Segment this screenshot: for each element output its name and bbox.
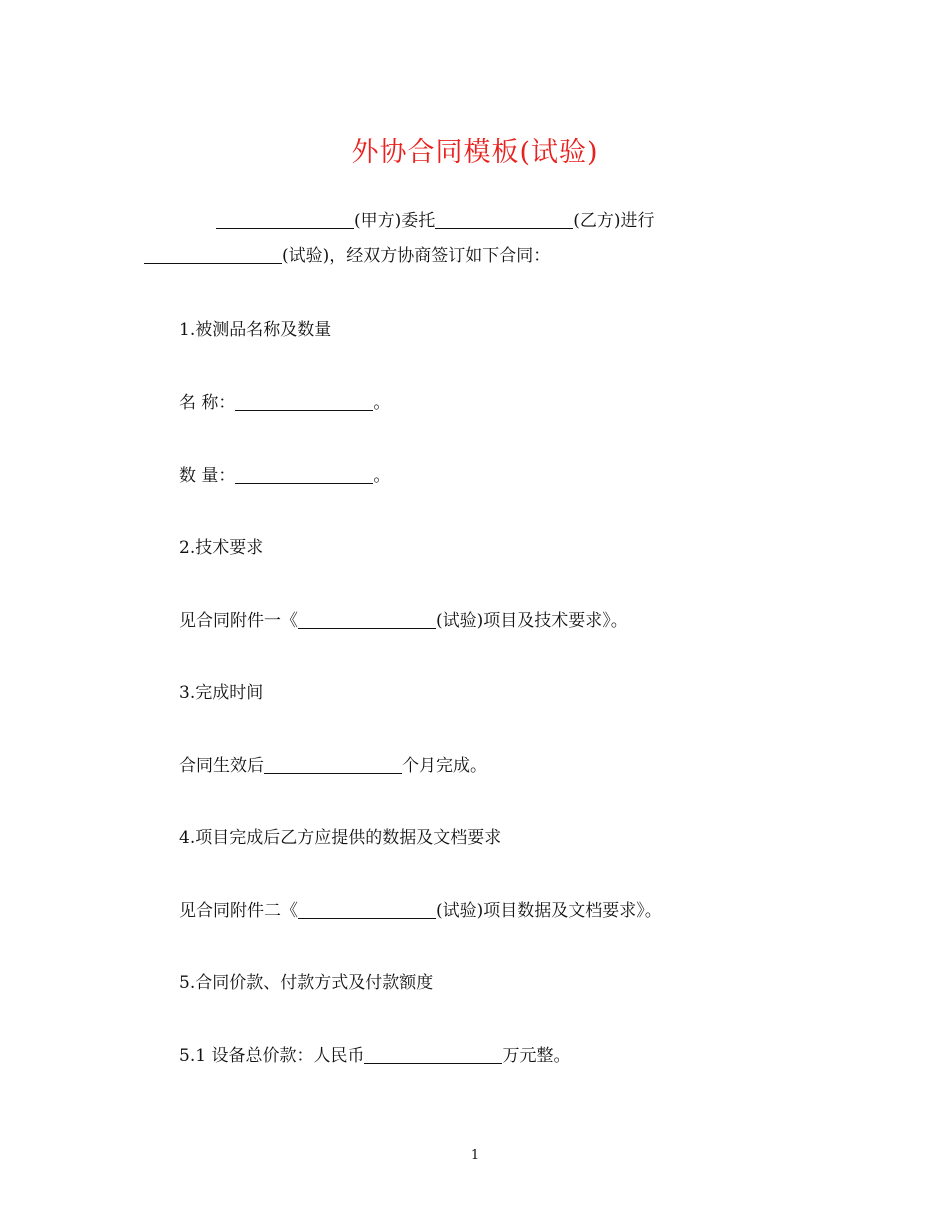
quantity-field (179, 465, 390, 487)
name-blank (235, 392, 373, 411)
completion-pre: 合同生效后 (179, 756, 264, 776)
attachment-1-blank (298, 610, 436, 629)
test-item-blank (144, 245, 282, 264)
quantity-label: 数 量： (179, 466, 236, 486)
intro-line-2 (144, 245, 550, 267)
document-title: 外协合同模板(试验) (351, 137, 599, 168)
section-1-heading: 1.被测品名称及数量 (179, 320, 332, 340)
price-blank (364, 1045, 502, 1064)
intro-party-b-text: (乙方)进行 (573, 211, 655, 231)
section-5-heading: 5.合同价款、付款方式及付款额度 (179, 973, 434, 993)
attachment-2-text (179, 900, 662, 922)
party-a-blank (216, 210, 354, 229)
total-price-text (179, 1045, 570, 1067)
section-2-heading: 2.技术要求 (179, 538, 264, 558)
name-field (179, 392, 390, 414)
attachment-1-pre: 见合同附件一《 (179, 611, 298, 631)
total-price-pre: 5.1 设备总价款：人民币 (179, 1046, 365, 1066)
attachment-2-pre: 见合同附件二《 (179, 901, 298, 921)
total-price-post: 万元整。 (502, 1046, 571, 1066)
section-3-heading: 3.完成时间 (179, 683, 264, 703)
completion-post: 个月完成。 (402, 756, 487, 776)
party-b-blank (435, 210, 573, 229)
attachment-1-post: (试验)项目及技术要求》。 (436, 611, 628, 631)
attachment-1-text (179, 610, 628, 632)
completion-time-text (179, 755, 487, 777)
attachment-2-blank (298, 900, 436, 919)
quantity-end: 。 (373, 466, 391, 486)
attachment-2-post: (试验)项目数据及文档要求》。 (436, 901, 662, 921)
page-number: 1 (470, 1148, 480, 1163)
name-end: 。 (373, 393, 391, 413)
quantity-blank (235, 465, 373, 484)
intro-party-a-text: (甲方)委托 (354, 211, 436, 231)
section-4-heading: 4.项目完成后乙方应提供的数据及文档要求 (179, 828, 502, 848)
months-blank (264, 755, 402, 774)
intro-rest-text: (试验)，经双方协商签订如下合同： (282, 246, 551, 266)
intro-line-1 (216, 210, 655, 232)
name-label: 名 称： (179, 393, 236, 413)
